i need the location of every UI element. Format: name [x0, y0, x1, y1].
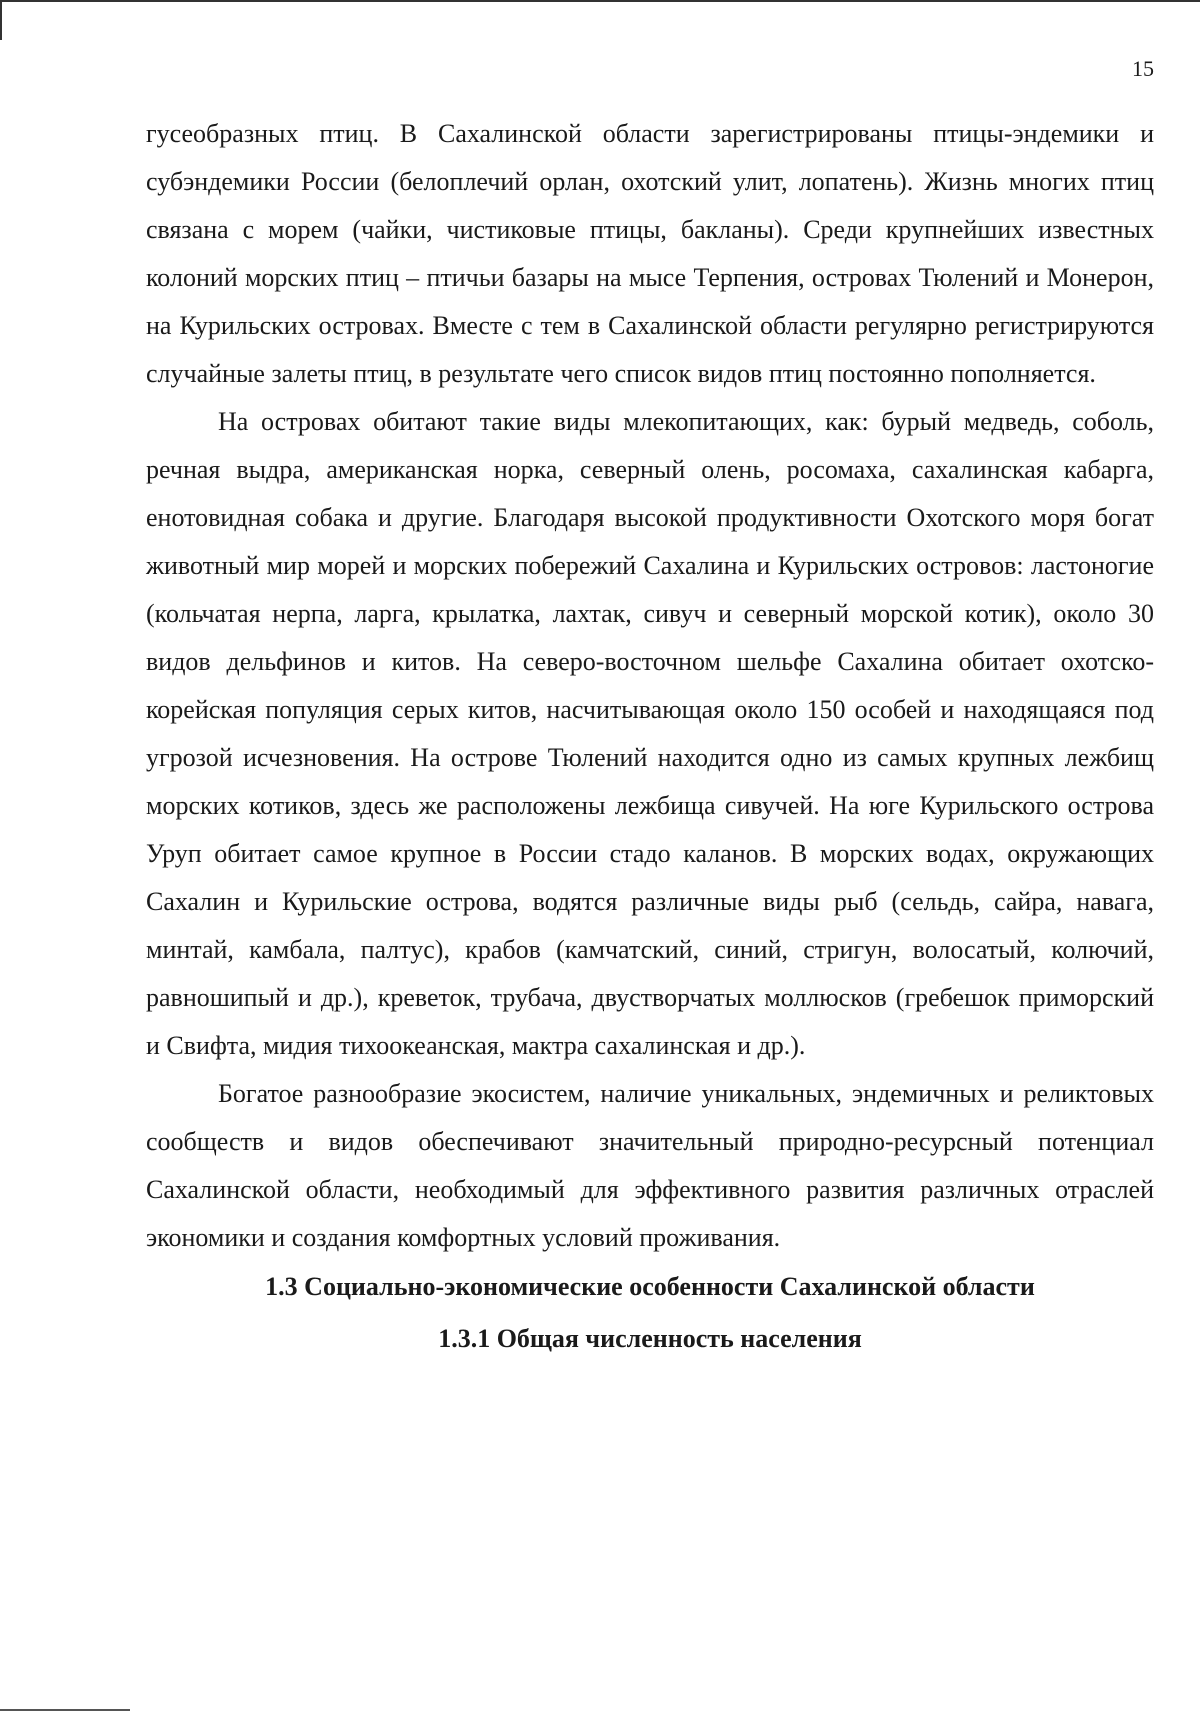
scan-edge-bottom — [0, 1709, 130, 1711]
page-number: 15 — [1132, 56, 1154, 81]
subsection-heading: 1.3.1 Общая численность населения — [438, 1324, 862, 1353]
paragraph-mammals: На островах обитают такие виды млекопитающих, как: бурый медведь, соболь, речная выдра, американская норка, северный олень, росомаха, сахалинская кабарга, енотовидная собака и другие. Благодаря высокой продуктивности Охотского моря богат животный мир морей и морских побережий Сахалина и Курильских островов: ластоногие (кольчатая нерпа, ларга, крылатка, лахтак, сивуч и северный морской котик), около 30 видов дельфинов и китов. На северо-восточном шельфе Сахалина обитает охотско-корейская популяция серых китов, насчитывающая около 150 особей и находящаяся под угрозой исчезновения. На острове Тюлений находится одно из самых крупных лежбищ морских котиков, здесь же расположены лежбища сивучей. На юге Курильского острова Уруп обитает самое крупное в России стадо каланов. В морских водах, окружающих Сахалин и Курильские острова, водятся различные виды рыб (сельдь, сайра, навага, минтай, камбала, палтус), крабов (камчатский, синий, стригун, волосатый, колючий, равношипый и др.), креветок, трубача, двустворчатых моллюсков (гребешок приморский и Свифта, мидия тихоокеанская, мактра сахалинская и др.). — [146, 407, 1154, 1060]
paragraph-birds: гусеобразных птиц. В Сахалинской области зарегистрированы птицы-эндемики и субэндемики России (белоплечий орлан, охотский улит, лопатень). Жизнь многих птиц связана с морем (чайки, чистиковые птицы, бакланы). Среди крупнейших известных колоний морских птиц – птичьи базары на мысе Терпения, островах Тюлений и Монерон, на Курильских островах. Вместе с тем в Сахалинской области регулярно регистрируются случайные залеты птиц, в результате чего список видов птиц постоянно пополняется. — [146, 119, 1154, 388]
scan-edge-left — [0, 0, 2, 40]
page-body — [146, 110, 1154, 1364]
scan-edge-top — [0, 0, 1200, 2]
section-heading: 1.3 Социально-экономические особенности Сахалинской области — [265, 1272, 1035, 1301]
paragraph-ecosystems: Богатое разнообразие экосистем, наличие уникальных, эндемичных и реликтовых сообществ и видов обеспечивают значительный природно-ресурсный потенциал Сахалинской области, необходимый для эффективного развития различных отраслей экономики и создания комфортных условий проживания. — [146, 1079, 1154, 1252]
